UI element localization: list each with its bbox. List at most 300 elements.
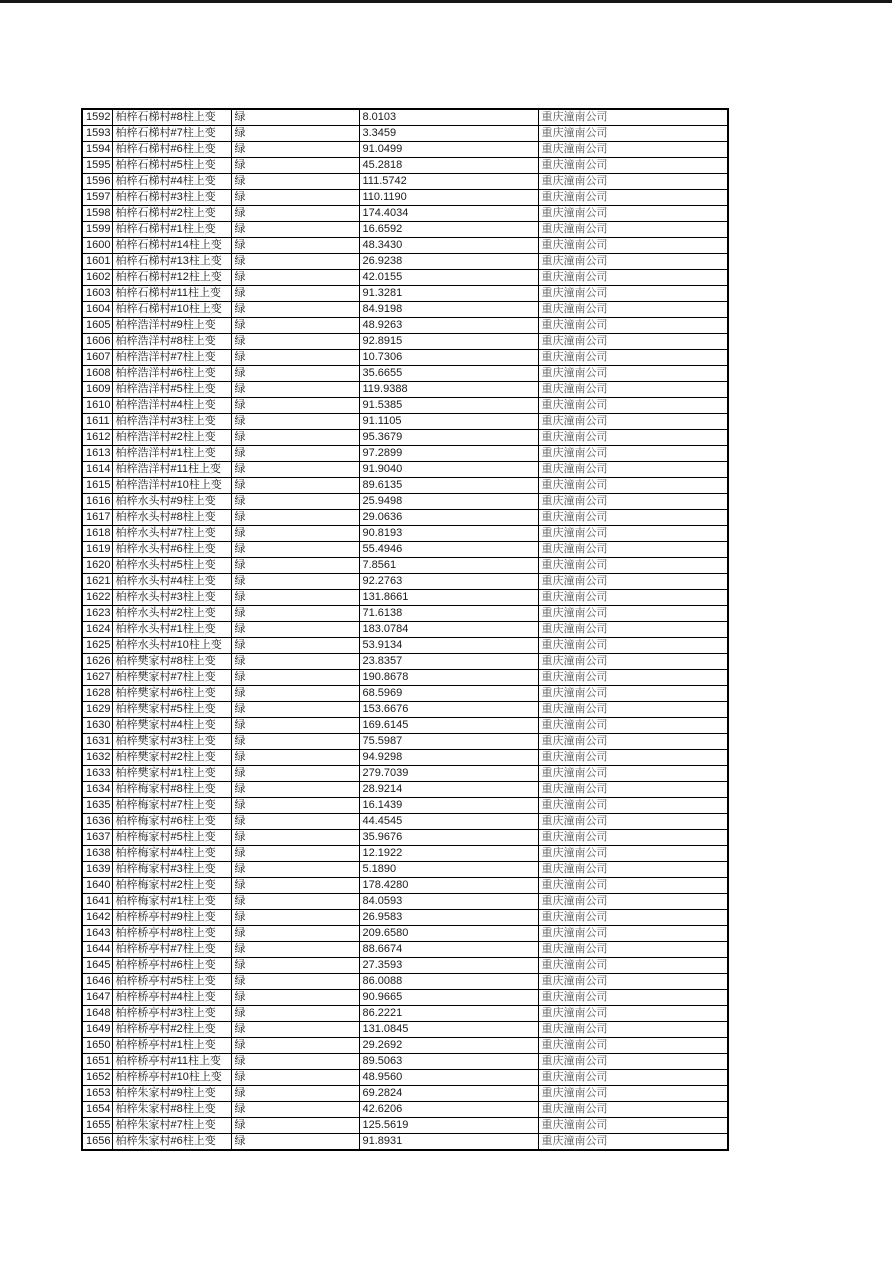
device-name-cell: 柏梓桥亭村#7柱上变 [112,942,231,958]
status-cell: 绿 [231,334,359,350]
value-cell: 55.4946 [359,542,538,558]
row-number-cell: 1634 [82,782,112,798]
row-number-cell: 1600 [82,238,112,254]
company-cell: 重庆潼南公司 [538,1006,728,1022]
row-number-cell: 1643 [82,926,112,942]
status-cell: 绿 [231,686,359,702]
company-cell: 重庆潼南公司 [538,1102,728,1118]
company-cell: 重庆潼南公司 [538,990,728,1006]
table-row [82,350,728,366]
row-number-cell: 1601 [82,254,112,270]
status-cell: 绿 [231,1038,359,1054]
status-cell: 绿 [231,638,359,654]
value-cell: 178.4280 [359,878,538,894]
value-cell: 35.9676 [359,830,538,846]
device-name-cell: 柏梓水头村#3柱上变 [112,590,231,606]
table-row [82,109,728,126]
row-number-cell: 1631 [82,734,112,750]
device-name-cell: 柏梓浩洋村#4柱上变 [112,398,231,414]
company-cell: 重庆潼南公司 [538,526,728,542]
device-name-cell: 柏梓石梯村#5柱上变 [112,158,231,174]
row-number-cell: 1593 [82,126,112,142]
row-number-cell: 1605 [82,318,112,334]
company-cell: 重庆潼南公司 [538,638,728,654]
row-number-cell: 1628 [82,686,112,702]
company-cell: 重庆潼南公司 [538,958,728,974]
table-row [82,958,728,974]
company-cell: 重庆潼南公司 [538,878,728,894]
row-number-cell: 1597 [82,190,112,206]
value-cell: 91.9040 [359,462,538,478]
device-name-cell: 柏梓水头村#10柱上变 [112,638,231,654]
device-name-cell: 柏梓梅家村#5柱上变 [112,830,231,846]
row-number-cell: 1646 [82,974,112,990]
value-cell: 27.3593 [359,958,538,974]
status-cell: 绿 [231,526,359,542]
value-cell: 5.1890 [359,862,538,878]
table-row [82,718,728,734]
table-row [82,222,728,238]
table-row [82,334,728,350]
device-name-cell: 柏梓石梯村#8柱上变 [112,109,231,126]
value-cell: 8.0103 [359,109,538,126]
table-row [82,798,728,814]
company-cell: 重庆潼南公司 [538,366,728,382]
status-cell: 绿 [231,382,359,398]
device-name-cell: 柏梓桥亭村#8柱上变 [112,926,231,942]
row-number-cell: 1626 [82,654,112,670]
value-cell: 16.6592 [359,222,538,238]
company-cell: 重庆潼南公司 [538,446,728,462]
table-row [82,1086,728,1102]
device-name-cell: 柏梓樊家村#2柱上变 [112,750,231,766]
device-name-cell: 柏梓梅家村#2柱上变 [112,878,231,894]
table-row [82,846,728,862]
row-number-cell: 1609 [82,382,112,398]
device-name-cell: 柏梓浩洋村#9柱上变 [112,318,231,334]
table-row [82,366,728,382]
row-number-cell: 1624 [82,622,112,638]
table-row [82,670,728,686]
row-number-cell: 1622 [82,590,112,606]
row-number-cell: 1608 [82,366,112,382]
value-cell: 97.2899 [359,446,538,462]
value-cell: 174.4034 [359,206,538,222]
table-row [82,782,728,798]
table-row [82,302,728,318]
status-cell: 绿 [231,414,359,430]
row-number-cell: 1613 [82,446,112,462]
company-cell: 重庆潼南公司 [538,350,728,366]
device-name-cell: 柏梓水头村#9柱上变 [112,494,231,510]
status-cell: 绿 [231,878,359,894]
status-cell: 绿 [231,798,359,814]
status-cell: 绿 [231,510,359,526]
status-cell: 绿 [231,670,359,686]
device-table [81,108,729,1151]
status-cell: 绿 [231,1022,359,1038]
table-row [82,158,728,174]
table-row [82,686,728,702]
status-cell: 绿 [231,830,359,846]
row-number-cell: 1654 [82,1102,112,1118]
status-cell: 绿 [231,766,359,782]
status-cell: 绿 [231,126,359,142]
device-name-cell: 柏梓桥亭村#10柱上变 [112,1070,231,1086]
value-cell: 7.8561 [359,558,538,574]
status-cell: 绿 [231,1054,359,1070]
table-row [82,446,728,462]
status-cell: 绿 [231,398,359,414]
company-cell: 重庆潼南公司 [538,1022,728,1038]
status-cell: 绿 [231,750,359,766]
table-row [82,398,728,414]
status-cell: 绿 [231,862,359,878]
company-cell: 重庆潼南公司 [538,574,728,590]
status-cell: 绿 [231,894,359,910]
value-cell: 53.9134 [359,638,538,654]
device-name-cell: 柏梓桥亭村#5柱上变 [112,974,231,990]
device-name-cell: 柏梓樊家村#7柱上变 [112,670,231,686]
table-row [82,510,728,526]
table-row [82,1070,728,1086]
row-number-cell: 1612 [82,430,112,446]
value-cell: 48.3430 [359,238,538,254]
page-top-rule [0,0,892,3]
company-cell: 重庆潼南公司 [538,382,728,398]
company-cell: 重庆潼南公司 [538,510,728,526]
value-cell: 25.9498 [359,494,538,510]
status-cell: 绿 [231,1118,359,1134]
row-number-cell: 1648 [82,1006,112,1022]
status-cell: 绿 [231,286,359,302]
row-number-cell: 1633 [82,766,112,782]
table-row [82,974,728,990]
table-row [82,430,728,446]
device-name-cell: 柏梓梅家村#3柱上变 [112,862,231,878]
table-row [82,622,728,638]
row-number-cell: 1641 [82,894,112,910]
status-cell: 绿 [231,846,359,862]
device-name-cell: 柏梓石梯村#4柱上变 [112,174,231,190]
value-cell: 84.0593 [359,894,538,910]
status-cell: 绿 [231,958,359,974]
row-number-cell: 1635 [82,798,112,814]
value-cell: 16.1439 [359,798,538,814]
value-cell: 86.2221 [359,1006,538,1022]
status-cell: 绿 [231,734,359,750]
status-cell: 绿 [231,654,359,670]
table-row [82,270,728,286]
device-name-cell: 柏梓梅家村#8柱上变 [112,782,231,798]
company-cell: 重庆潼南公司 [538,590,728,606]
row-number-cell: 1627 [82,670,112,686]
company-cell: 重庆潼南公司 [538,254,728,270]
status-cell: 绿 [231,606,359,622]
table-row [82,254,728,270]
table-row [82,190,728,206]
status-cell: 绿 [231,990,359,1006]
company-cell: 重庆潼南公司 [538,398,728,414]
row-number-cell: 1629 [82,702,112,718]
status-cell: 绿 [231,174,359,190]
row-number-cell: 1603 [82,286,112,302]
device-name-cell: 柏梓朱家村#9柱上变 [112,1086,231,1102]
value-cell: 12.1922 [359,846,538,862]
table-row [82,126,728,142]
company-cell: 重庆潼南公司 [538,478,728,494]
row-number-cell: 1620 [82,558,112,574]
device-name-cell: 柏梓石梯村#14柱上变 [112,238,231,254]
company-cell: 重庆潼南公司 [538,414,728,430]
row-number-cell: 1617 [82,510,112,526]
status-cell: 绿 [231,254,359,270]
table-row [82,318,728,334]
device-name-cell: 柏梓朱家村#7柱上变 [112,1118,231,1134]
company-cell: 重庆潼南公司 [538,430,728,446]
device-name-cell: 柏梓石梯村#1柱上变 [112,222,231,238]
status-cell: 绿 [231,1134,359,1151]
value-cell: 23.8357 [359,654,538,670]
company-cell: 重庆潼南公司 [538,190,728,206]
device-name-cell: 柏梓浩洋村#6柱上变 [112,366,231,382]
device-name-cell: 柏梓浩洋村#3柱上变 [112,414,231,430]
row-number-cell: 1611 [82,414,112,430]
value-cell: 45.2818 [359,158,538,174]
value-cell: 42.6206 [359,1102,538,1118]
row-number-cell: 1615 [82,478,112,494]
company-cell: 重庆潼南公司 [538,126,728,142]
table-row [82,894,728,910]
table-row [82,878,728,894]
table-row [82,142,728,158]
value-cell: 90.9665 [359,990,538,1006]
table-row [82,558,728,574]
row-number-cell: 1632 [82,750,112,766]
status-cell: 绿 [231,270,359,286]
device-name-cell: 柏梓水头村#4柱上变 [112,574,231,590]
company-cell: 重庆潼南公司 [538,462,728,478]
company-cell: 重庆潼南公司 [538,109,728,126]
device-name-cell: 柏梓梅家村#1柱上变 [112,894,231,910]
status-cell: 绿 [231,302,359,318]
company-cell: 重庆潼南公司 [538,942,728,958]
table-row [82,526,728,542]
value-cell: 10.7306 [359,350,538,366]
company-cell: 重庆潼南公司 [538,174,728,190]
device-name-cell: 柏梓水头村#1柱上变 [112,622,231,638]
company-cell: 重庆潼南公司 [538,286,728,302]
status-cell: 绿 [231,478,359,494]
device-name-cell: 柏梓石梯村#6柱上变 [112,142,231,158]
table-row [82,750,728,766]
company-cell: 重庆潼南公司 [538,270,728,286]
status-cell: 绿 [231,542,359,558]
value-cell: 3.3459 [359,126,538,142]
device-name-cell: 柏梓桥亭村#6柱上变 [112,958,231,974]
device-name-cell: 柏梓水头村#8柱上变 [112,510,231,526]
company-cell: 重庆潼南公司 [538,702,728,718]
row-number-cell: 1594 [82,142,112,158]
value-cell: 91.3281 [359,286,538,302]
company-cell: 重庆潼南公司 [538,558,728,574]
device-name-cell: 柏梓朱家村#8柱上变 [112,1102,231,1118]
table-row [82,654,728,670]
device-name-cell: 柏梓梅家村#7柱上变 [112,798,231,814]
value-cell: 90.8193 [359,526,538,542]
company-cell: 重庆潼南公司 [538,830,728,846]
table-row [82,942,728,958]
device-name-cell: 柏梓石梯村#2柱上变 [112,206,231,222]
company-cell: 重庆潼南公司 [538,622,728,638]
value-cell: 91.0499 [359,142,538,158]
company-cell: 重庆潼南公司 [538,1134,728,1151]
row-number-cell: 1651 [82,1054,112,1070]
value-cell: 29.0636 [359,510,538,526]
value-cell: 89.5063 [359,1054,538,1070]
device-name-cell: 柏梓石梯村#13柱上变 [112,254,231,270]
company-cell: 重庆潼南公司 [538,542,728,558]
value-cell: 84.9198 [359,302,538,318]
value-cell: 111.5742 [359,174,538,190]
value-cell: 91.5385 [359,398,538,414]
device-name-cell: 柏梓樊家村#3柱上变 [112,734,231,750]
table-row [82,590,728,606]
value-cell: 279.7039 [359,766,538,782]
row-number-cell: 1653 [82,1086,112,1102]
device-name-cell: 柏梓桥亭村#9柱上变 [112,910,231,926]
value-cell: 190.8678 [359,670,538,686]
status-cell: 绿 [231,718,359,734]
device-name-cell: 柏梓石梯村#3柱上变 [112,190,231,206]
value-cell: 35.6655 [359,366,538,382]
row-number-cell: 1595 [82,158,112,174]
row-number-cell: 1599 [82,222,112,238]
table-row [82,1006,728,1022]
device-name-cell: 柏梓朱家村#6柱上变 [112,1134,231,1151]
value-cell: 42.0155 [359,270,538,286]
row-number-cell: 1616 [82,494,112,510]
device-name-cell: 柏梓桥亭村#1柱上变 [112,1038,231,1054]
value-cell: 75.5987 [359,734,538,750]
table-row [82,734,728,750]
company-cell: 重庆潼南公司 [538,718,728,734]
table-row [82,286,728,302]
value-cell: 91.8931 [359,1134,538,1151]
table-row [82,926,728,942]
row-number-cell: 1640 [82,878,112,894]
value-cell: 44.4545 [359,814,538,830]
device-name-cell: 柏梓浩洋村#5柱上变 [112,382,231,398]
company-cell: 重庆潼南公司 [538,654,728,670]
table-row [82,382,728,398]
value-cell: 26.9238 [359,254,538,270]
value-cell: 153.6676 [359,702,538,718]
status-cell: 绿 [231,190,359,206]
row-number-cell: 1656 [82,1134,112,1151]
company-cell: 重庆潼南公司 [538,974,728,990]
value-cell: 131.8661 [359,590,538,606]
row-number-cell: 1592 [82,109,112,126]
company-cell: 重庆潼南公司 [538,334,728,350]
device-name-cell: 柏梓樊家村#1柱上变 [112,766,231,782]
value-cell: 26.9583 [359,910,538,926]
row-number-cell: 1604 [82,302,112,318]
company-cell: 重庆潼南公司 [538,142,728,158]
value-cell: 48.9263 [359,318,538,334]
value-cell: 95.3679 [359,430,538,446]
row-number-cell: 1625 [82,638,112,654]
value-cell: 119.9388 [359,382,538,398]
table-row [82,766,728,782]
row-number-cell: 1618 [82,526,112,542]
device-name-cell: 柏梓水头村#2柱上变 [112,606,231,622]
company-cell: 重庆潼南公司 [538,1118,728,1134]
table-row [82,1118,728,1134]
table-row [82,238,728,254]
device-name-cell: 柏梓石梯村#7柱上变 [112,126,231,142]
device-name-cell: 柏梓樊家村#4柱上变 [112,718,231,734]
value-cell: 94.9298 [359,750,538,766]
table-row [82,542,728,558]
row-number-cell: 1650 [82,1038,112,1054]
device-name-cell: 柏梓樊家村#6柱上变 [112,686,231,702]
device-name-cell: 柏梓桥亭村#3柱上变 [112,1006,231,1022]
company-cell: 重庆潼南公司 [538,782,728,798]
company-cell: 重庆潼南公司 [538,814,728,830]
company-cell: 重庆潼南公司 [538,798,728,814]
status-cell: 绿 [231,238,359,254]
company-cell: 重庆潼南公司 [538,606,728,622]
table-row [82,606,728,622]
device-name-cell: 柏梓浩洋村#1柱上变 [112,446,231,462]
row-number-cell: 1652 [82,1070,112,1086]
status-cell: 绿 [231,974,359,990]
status-cell: 绿 [231,222,359,238]
status-cell: 绿 [231,350,359,366]
status-cell: 绿 [231,494,359,510]
device-name-cell: 柏梓浩洋村#11柱上变 [112,462,231,478]
table-row [82,478,728,494]
company-cell: 重庆潼南公司 [538,846,728,862]
status-cell: 绿 [231,1102,359,1118]
company-cell: 重庆潼南公司 [538,894,728,910]
value-cell: 209.6580 [359,926,538,942]
company-cell: 重庆潼南公司 [538,1086,728,1102]
company-cell: 重庆潼南公司 [538,158,728,174]
device-name-cell: 柏梓樊家村#8柱上变 [112,654,231,670]
row-number-cell: 1638 [82,846,112,862]
company-cell: 重庆潼南公司 [538,222,728,238]
device-name-cell: 柏梓石梯村#12柱上变 [112,270,231,286]
table-row [82,462,728,478]
status-cell: 绿 [231,142,359,158]
device-name-cell: 柏梓石梯村#11柱上变 [112,286,231,302]
company-cell: 重庆潼南公司 [538,766,728,782]
row-number-cell: 1637 [82,830,112,846]
value-cell: 169.6145 [359,718,538,734]
company-cell: 重庆潼南公司 [538,750,728,766]
row-number-cell: 1645 [82,958,112,974]
row-number-cell: 1647 [82,990,112,1006]
company-cell: 重庆潼南公司 [538,494,728,510]
company-cell: 重庆潼南公司 [538,862,728,878]
row-number-cell: 1623 [82,606,112,622]
value-cell: 88.6674 [359,942,538,958]
row-number-cell: 1630 [82,718,112,734]
status-cell: 绿 [231,926,359,942]
table-row [82,206,728,222]
